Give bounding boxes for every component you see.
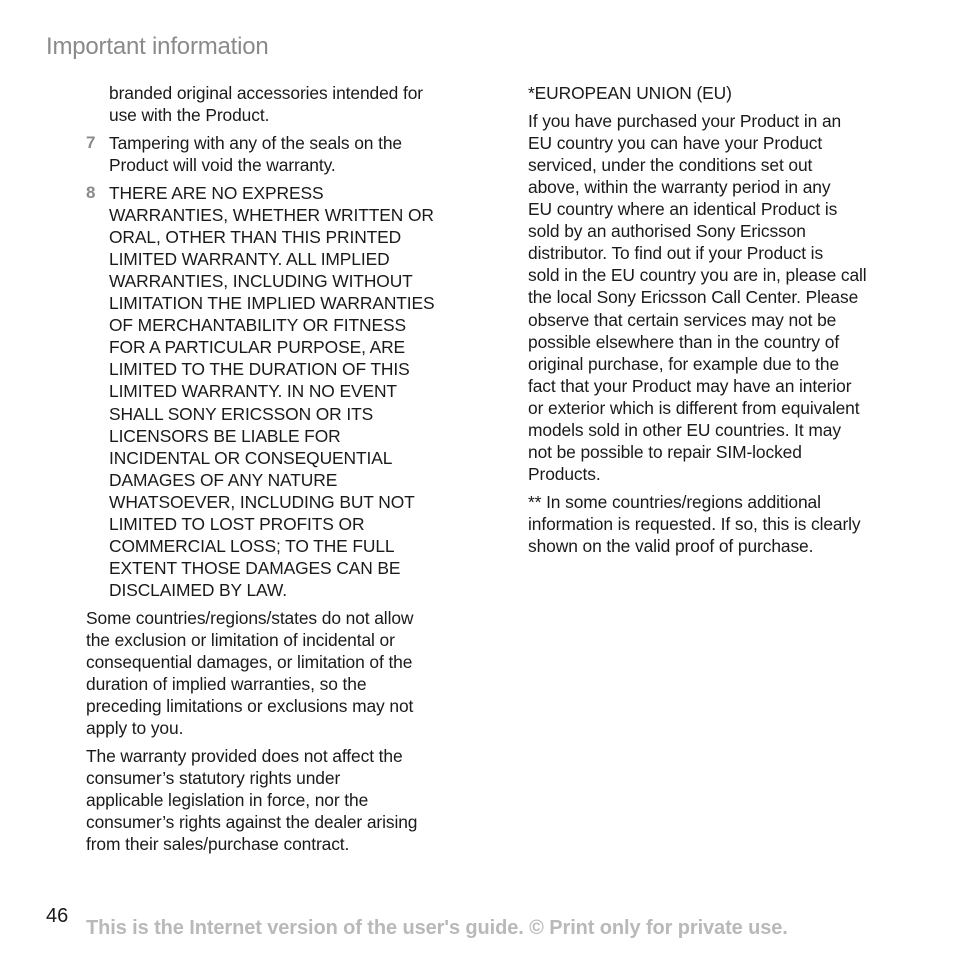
text-line: consumer’s statutory rights under (86, 768, 341, 789)
continuation-paragraph (86, 82, 470, 126)
text-line: LICENSORS BE LIABLE FOR (109, 425, 341, 446)
text-line: Tampering with any of the seals on the (109, 132, 402, 153)
text-line: ** In some countries/regions additional (528, 491, 821, 512)
text-line: branded original accessories intended for (109, 83, 423, 103)
text-line: THERE ARE NO EXPRESS (109, 182, 324, 203)
eu-heading (528, 82, 912, 104)
text-line: FOR A PARTICULAR PURPOSE, ARE (109, 337, 406, 358)
text-line: serviced, under the conditions set out (528, 154, 813, 175)
paragraph-eu-service (528, 110, 912, 486)
text-line: fact that your Product may have an interior (528, 375, 852, 396)
item-number: 7 (86, 132, 96, 152)
text-line: or exterior which is different from equivalent (528, 397, 860, 418)
text-line: Product will void the warranty. (109, 154, 336, 175)
text-line: possible elsewhere than in the country of (528, 331, 840, 352)
list-item-8 (86, 182, 470, 602)
left-column (86, 82, 470, 856)
text-line: the exclusion or limitation of incidental or (86, 630, 395, 651)
footer-note: This is the Internet version of the user's guide. © Print only for private use. (86, 917, 788, 939)
text-line: EU country where an identical Product is (528, 199, 838, 220)
text-line: INCIDENTAL OR CONSEQUENTIAL (109, 447, 393, 468)
text-line: WARRANTIES, INCLUDING WITHOUT (109, 270, 413, 291)
list-item-7 (86, 132, 470, 176)
text-line: EXTENT THOSE DAMAGES CAN BE (109, 558, 401, 579)
text-line: If you have purchased your Product in an (528, 110, 842, 131)
text-line: applicable legislation in force, nor the (86, 790, 369, 811)
text-line: sold by an authorised Sony Ericsson (528, 221, 806, 242)
item-number: 8 (86, 182, 96, 202)
text-line: duration of implied warranties, so the (86, 674, 367, 695)
text-line: DAMAGES OF ANY NATURE (109, 469, 338, 490)
text-line: LIMITED TO LOST PROFITS OR (109, 513, 365, 534)
text-line: WHATSOEVER, INCLUDING BUT NOT (109, 491, 415, 512)
paragraph-limitations (86, 607, 470, 740)
text-line: not be possible to repair SIM-locked (528, 442, 802, 463)
text-line: Products. (528, 464, 601, 485)
text-line: COMMERCIAL LOSS; TO THE FULL (109, 536, 395, 557)
text-line: use with the Product. (109, 105, 270, 126)
text-line: shown on the valid proof of purchase. (528, 536, 814, 557)
right-column (528, 82, 912, 557)
text-line: distributor. To find out if your Product is (528, 243, 824, 264)
text-line: the local Sony Ericsson Call Center. Please (528, 287, 859, 308)
text-line: apply to you. (86, 718, 184, 739)
text-line: LIMITED WARRANTY. IN NO EVENT (109, 381, 397, 402)
text-line: WARRANTIES, WHETHER WRITTEN OR (109, 204, 434, 225)
text-line: models sold in other EU countries. It may (528, 420, 841, 440)
paragraph-additional-info (528, 491, 912, 557)
text-line: EU country you can have your Product (528, 132, 823, 153)
text-line: above, within the warranty period in any (528, 176, 831, 197)
text-line: LIMITED TO THE DURATION OF THIS (109, 359, 410, 380)
section-title: Important information (46, 33, 269, 60)
text-line: SHALL SONY ERICSSON OR ITS (109, 403, 374, 424)
text-line: *EUROPEAN UNION (EU) (528, 83, 732, 103)
text-line: information is requested. If so, this is clearly (528, 513, 861, 534)
text-line: Some countries/regions/states do not allow (86, 607, 414, 628)
text-line: LIMITATION THE IMPLIED WARRANTIES (109, 293, 435, 314)
text-line: from their sales/purchase contract. (86, 834, 350, 855)
text-line: ORAL, OTHER THAN THIS PRINTED (109, 226, 402, 247)
paragraph-statutory-rights (86, 745, 470, 855)
text-line: The warranty provided does not affect the (86, 746, 403, 767)
text-line: preceding limitations or exclusions may not (86, 696, 414, 717)
text-line: original purchase, for example due to the (528, 353, 840, 374)
text-line: LIMITED WARRANTY. ALL IMPLIED (109, 248, 390, 269)
text-line: DISCLAIMED BY LAW. (109, 580, 287, 601)
text-line: consequential damages, or limitation of the (86, 652, 413, 673)
text-line: observe that certain services may not be (528, 309, 837, 330)
text-line: OF MERCHANTABILITY OR FITNESS (109, 315, 406, 336)
text-line: consumer’s rights against the dealer arising (86, 812, 418, 833)
text-line: sold in the EU country you are in, please call (528, 265, 867, 286)
page-number: 46 (46, 905, 69, 927)
